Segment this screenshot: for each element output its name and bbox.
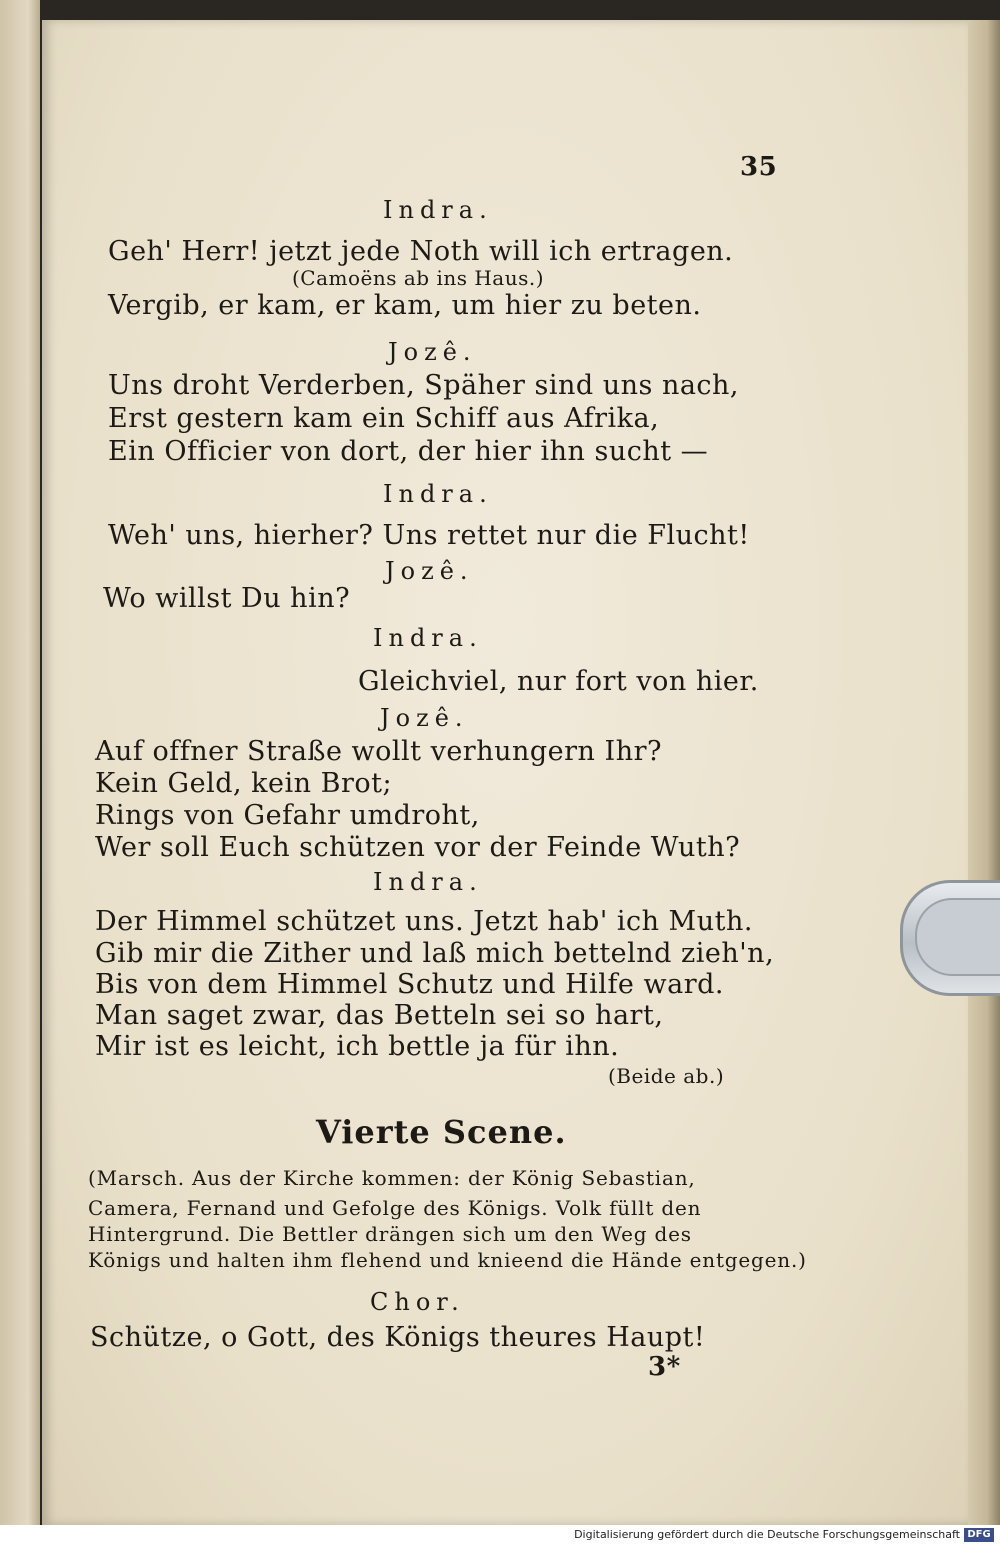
verse-line: Vergib, er kam, er kam, um hier zu beten.	[108, 290, 702, 321]
speaker-label: Indra.	[373, 624, 483, 652]
left-page-edge	[0, 0, 40, 1525]
verse-line: Mir ist es leicht, ich bettle ja für ihn.	[95, 1031, 620, 1062]
scene-direction-line: Hintergrund. Die Bettler drängen sich um den Weg des	[88, 1222, 692, 1246]
verse-line: Wer soll Euch schützen vor der Feinde Wuth?	[95, 832, 741, 863]
scene-direction-line: Königs und halten ihm flehend und knieend die Hände entgegen.)	[88, 1248, 807, 1272]
speaker-label: Jozê.	[388, 338, 477, 366]
verse-line: Ein Officier von dort, der hier ihn sucht —	[108, 436, 709, 467]
right-page-edge	[968, 20, 1000, 1525]
scene-direction-line: (Marsch. Aus der Kirche kommen: der König Sebastian,	[88, 1166, 696, 1190]
verse-line: Auf offner Straße wollt verhungern Ihr?	[95, 736, 662, 767]
speaker-label: Indra.	[383, 196, 493, 224]
verse-line: Weh' uns, hierher? Uns rettet nur die Flucht!	[108, 520, 750, 551]
speaker-label: Indra.	[373, 868, 483, 896]
signature-mark: 3*	[648, 1352, 681, 1382]
verse-line: Wo willst Du hin?	[103, 583, 351, 614]
page-number: 35	[740, 152, 778, 182]
speaker-label: Chor.	[370, 1288, 465, 1316]
verse-line: Der Himmel schützet uns. Jetzt hab' ich Muth.	[95, 906, 753, 937]
speaker-label: Jozê.	[385, 557, 474, 585]
page-clip-inner	[915, 898, 1000, 976]
verse-line: Man saget zwar, das Betteln sei so hart,	[95, 1000, 664, 1031]
scene-direction-line: Camera, Fernand und Gefolge des Königs. Volk füllt den	[88, 1196, 702, 1220]
stage-direction: (Beide ab.)	[608, 1064, 725, 1088]
scene-title: Vierte Scene.	[316, 1113, 567, 1151]
speaker-label: Indra.	[383, 480, 493, 508]
verse-line: Schütze, o Gott, des Königs theures Haupt!	[90, 1322, 706, 1353]
speaker-label: Jozê.	[380, 704, 469, 732]
verse-line: Bis von dem Himmel Schutz und Hilfe ward.	[95, 969, 724, 1000]
verse-line: Erst gestern kam ein Schiff aus Afrika,	[108, 403, 660, 434]
stage-direction: (Camoëns ab ins Haus.)	[292, 266, 545, 290]
digitization-credit: Digitalisierung gefördert durch die Deutsche Forschungsgemeinschaft	[574, 1528, 960, 1541]
verse-line: Gleichviel, nur fort von hier.	[358, 666, 759, 697]
dfg-logo-icon: DFG	[964, 1528, 994, 1542]
verse-line: Gib mir die Zither und laß mich bettelnd zieh'n,	[95, 938, 775, 969]
verse-line: Uns droht Verderben, Späher sind uns nach,	[108, 370, 740, 401]
verse-line: Kein Geld, kein Brot;	[95, 768, 393, 799]
verse-line: Rings von Gefahr umdroht,	[95, 800, 480, 831]
verse-line: Geh' Herr! jetzt jede Noth will ich ertragen.	[108, 236, 734, 267]
